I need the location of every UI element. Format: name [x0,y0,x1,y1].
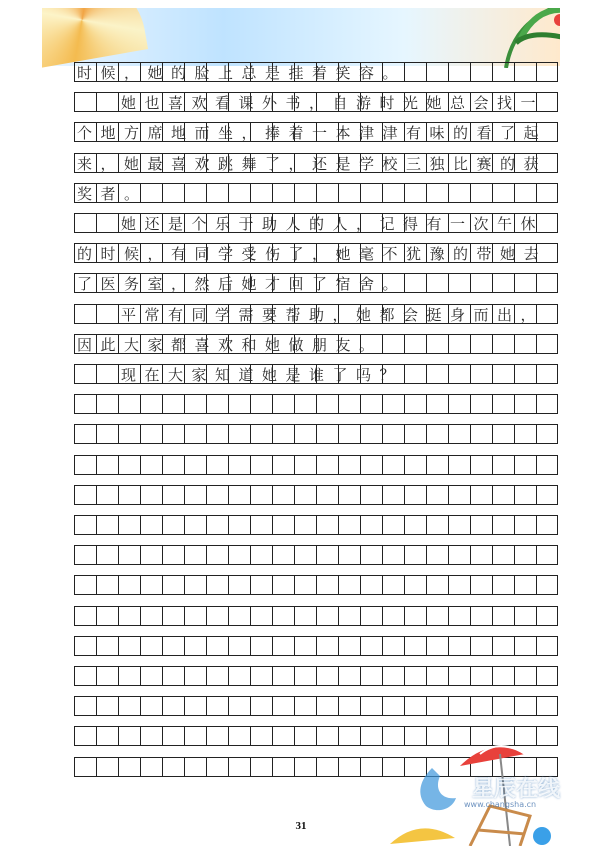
essay-line: 因此大家都喜欢和她做朋友。 [77,335,383,354]
essay-page [42,8,560,846]
grid-row [74,153,558,173]
watermark-name: 星辰在线 [472,777,561,802]
grid-row [74,183,558,203]
essay-line: 她也喜欢看课外书，自游时光她总会找一 [121,94,545,113]
grid-row [74,122,558,142]
grid-row [74,364,558,384]
essay-line: 个地方席地而坐，捧着一本津津有味的看了起 [77,124,548,143]
essay-line: 时候，她的脸上总是挂着笑容。 [77,64,407,82]
grid-row [74,394,558,414]
site-watermark [412,764,592,814]
manuscript-grid [74,62,558,778]
page-number: 31 [295,820,307,832]
grid-row [74,273,558,293]
watermark-url: www.changsha.cn [464,800,537,809]
grid-row [74,545,558,565]
grid-row [74,455,558,475]
essay-line: 现在大家知道她是谁了吗？ [121,366,404,384]
grid-row [74,304,558,324]
grid-row [74,62,558,82]
grid-row [74,515,558,535]
grid-row [74,92,558,112]
top-decoration [42,8,560,66]
essay-line: 奖者。 [77,184,148,203]
grid-row [74,666,558,686]
grid-row [74,213,558,233]
palm-leaf-icon [476,8,560,68]
grid-row [74,243,558,263]
grid-row [74,696,558,716]
grid-row [74,575,558,595]
essay-line: 平常有同学需要帮助，她都会挺身而出， [121,305,545,324]
grid-row [74,606,558,626]
essay-line: 来，她最喜欢跳舞了，还是学校三独比赛的获 [77,154,548,173]
essay-line: 她还是个乐于助人的人，记得有一次午休 [121,215,545,233]
watermark-logo-icon [412,764,472,814]
essay-line: 了医务室，然后她才回了宿舍。 [77,275,407,294]
grid-row [74,424,558,444]
essay-line: 的时候，有同学受伤了，她毫不犹豫的带她去 [77,245,548,264]
grid-row [74,485,558,505]
beach-umbrella-icon [42,8,148,70]
grid-row [74,636,558,656]
grid-row [74,334,558,354]
